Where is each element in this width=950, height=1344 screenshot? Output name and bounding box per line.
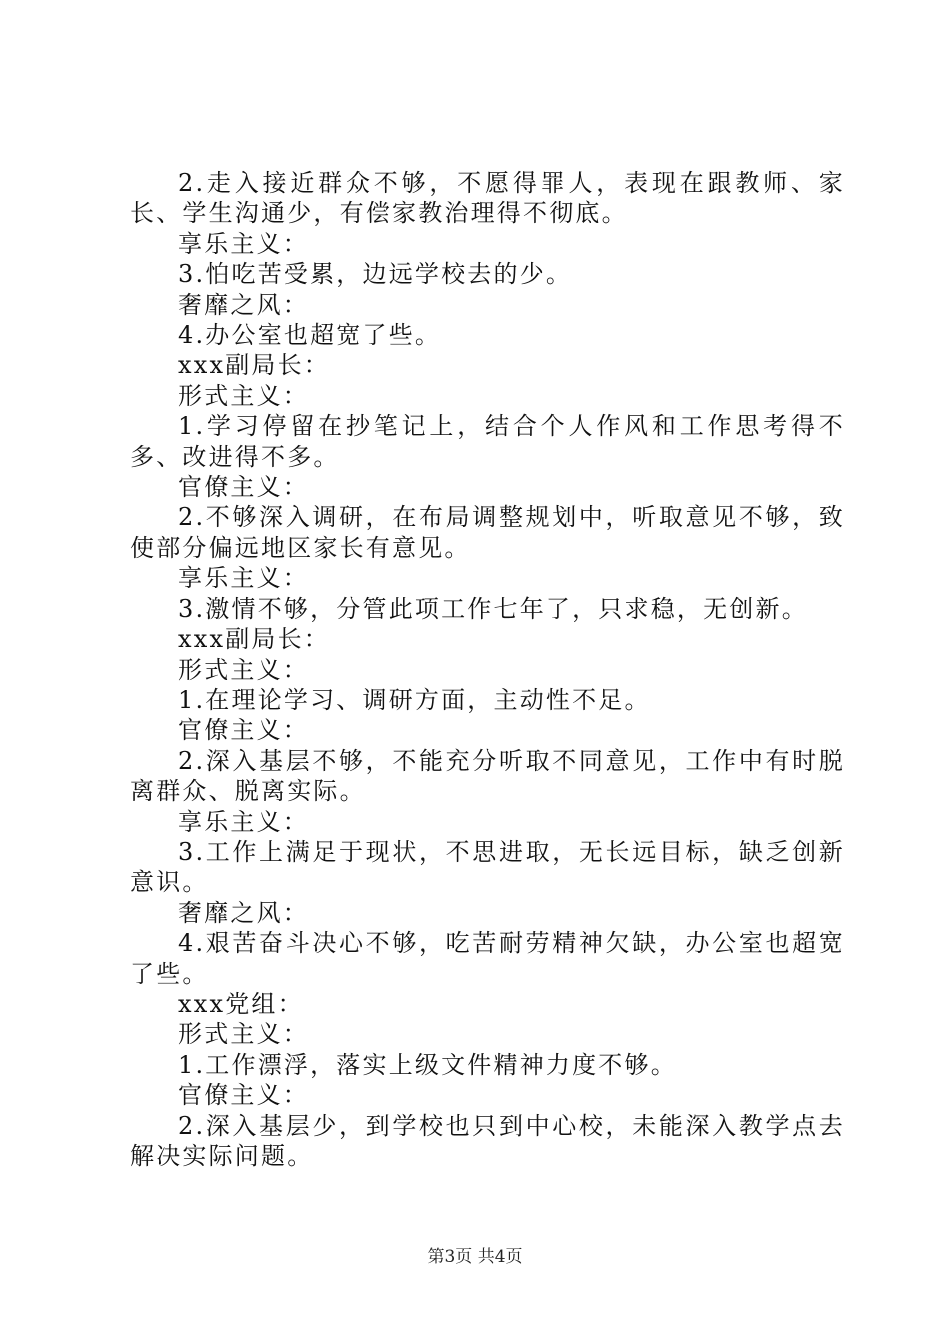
page-footer: 第3页 共4页: [427, 1247, 523, 1267]
paragraph: 2.深入基层少，到学校也只到中心校，未能深入教学点去解决实际问题。: [130, 1111, 845, 1170]
paragraph: 4.办公室也超宽了些。: [178, 321, 442, 350]
paragraph: 2.不够深入调研，在布局调整规划中，听取意见不够，致使部分偏远地区家长有意见。: [130, 503, 845, 562]
section-heading: 享乐主义：: [178, 564, 309, 593]
section-heading: 形式主义：: [178, 655, 309, 684]
document-body: [130, 168, 845, 1171]
section-heading: 形式主义：: [178, 1020, 309, 1049]
paragraph: 1.学习停留在抄笔记上，结合个人作风和工作思考得不多、改进得不多。: [130, 412, 845, 471]
paragraph: 3.怕吃苦受累，边远学校去的少。: [178, 260, 573, 289]
paragraph: 2.走入接近群众不够，不愿得罪人，表现在跟教师、家长、学生沟通少，有偿家教治理得不彻底。: [130, 169, 845, 228]
paragraph: 3.激情不够，分管此项工作七年了，只求稳，无创新。: [178, 594, 808, 623]
section-heading: 形式主义：: [178, 381, 309, 410]
paragraph: 3.工作上满足于现状，不思进取，无长远目标，缺乏创新意识。: [130, 837, 845, 897]
paragraph: 1.工作漂浮，落实上级文件精神力度不够。: [178, 1050, 677, 1079]
section-heading: 奢靡之风：: [178, 898, 309, 927]
section-heading: 享乐主义：: [178, 229, 309, 258]
section-heading: 奢靡之风：: [178, 290, 309, 319]
person-heading: xxx副局长：: [178, 351, 331, 380]
paragraph: 2.深入基层不够，不能充分听取不同意见，工作中有时脱离群众、脱离实际。: [130, 746, 845, 806]
section-heading: 官僚主义：: [178, 1081, 309, 1110]
person-heading: xxx副局长：: [178, 625, 331, 654]
person-heading: xxx党组：: [178, 989, 304, 1018]
section-heading: 官僚主义：: [178, 716, 309, 745]
section-heading: 官僚主义：: [178, 473, 309, 502]
paragraph: 4.艰苦奋斗决心不够，吃苦耐劳精神欠缺，办公室也超宽了些。: [130, 929, 845, 988]
section-heading: 享乐主义：: [178, 807, 309, 836]
paragraph: 1.在理论学习、调研方面，主动性不足。: [178, 685, 651, 714]
